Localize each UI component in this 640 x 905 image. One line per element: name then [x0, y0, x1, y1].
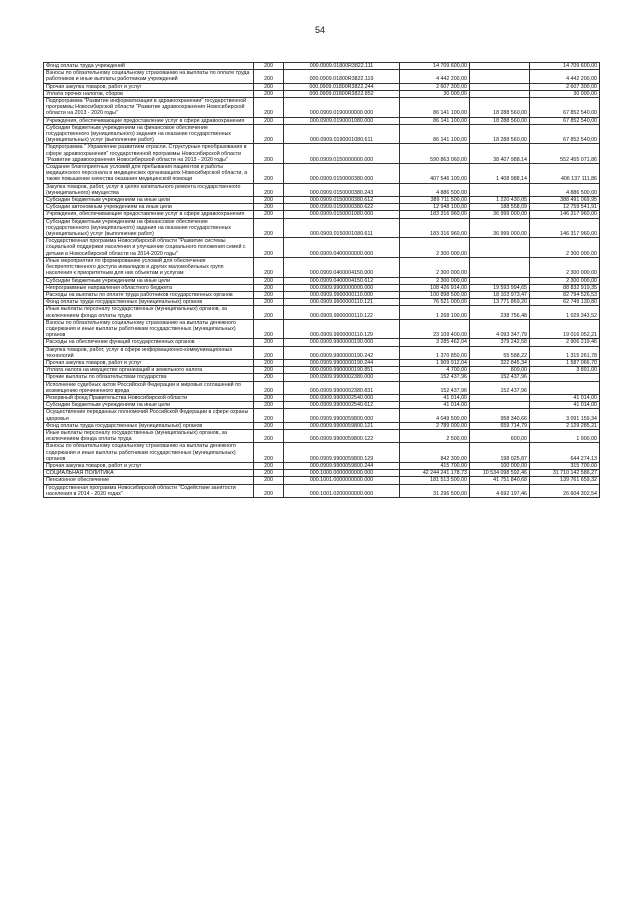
row-approved-amount: 389 711 500,00 — [400, 197, 470, 204]
table-row — [44, 183, 600, 196]
row-name: Расходы на обеспечение функций государственных органов — [44, 339, 254, 346]
row-name: Фонд оплаты труда учреждений — [44, 63, 254, 70]
row-line-code: 200 — [254, 381, 284, 394]
row-remaining-amount — [530, 381, 600, 394]
row-line-code: 200 — [254, 470, 284, 477]
row-executed-amount — [470, 402, 530, 409]
row-line-code: 200 — [254, 238, 284, 258]
row-executed-amount: 238 756,48 — [470, 306, 530, 319]
row-name: Пенсионное обеспечение — [44, 477, 254, 484]
row-remaining-amount: 2 129 285,21 — [530, 422, 600, 429]
row-approved-amount: 41 014,00 — [400, 402, 470, 409]
row-classification-code: 000.0909.9900000190.242 — [284, 346, 400, 359]
row-name: Осуществление переданных полномочий Российской Федерации в сфере охраны здоровья — [44, 409, 254, 422]
table-row — [44, 470, 600, 477]
row-classification-code: 000.0909.9900059800.244 — [284, 462, 400, 469]
row-remaining-amount: 4 442 200,00 — [530, 70, 600, 83]
table-row — [44, 374, 600, 381]
row-approved-amount: 1 370 850,00 — [400, 346, 470, 359]
row-remaining-amount: 67 852 540,00 — [530, 98, 600, 118]
table-row — [44, 422, 600, 429]
table-row — [44, 98, 600, 118]
row-remaining-amount: 2 300 000,00 — [530, 277, 600, 284]
row-approved-amount: 2 500,00 — [400, 429, 470, 442]
row-remaining-amount: 30 000,00 — [530, 90, 600, 97]
table-row — [44, 339, 600, 346]
row-name: Непрограммные направления областного бюджета — [44, 284, 254, 291]
row-classification-code: 000.0909.01800R3822.244 — [284, 83, 400, 90]
row-executed-amount: 379 242,58 — [470, 339, 530, 346]
row-name: Прочая закупка товаров, работ и услуг — [44, 83, 254, 90]
row-approved-amount: 42 244 241 178,73 — [400, 470, 470, 477]
row-executed-amount: 38 407 988,14 — [470, 144, 530, 164]
row-name: Прочие выплаты по обязательствам государства — [44, 374, 254, 381]
row-classification-code: 000.0909.9900002540.000 — [284, 394, 400, 401]
row-approved-amount: 152 437,96 — [400, 381, 470, 394]
row-approved-amount: 1 909 912,04 — [400, 359, 470, 366]
row-line-code: 200 — [254, 443, 284, 463]
row-approved-amount: 30 000,00 — [400, 90, 470, 97]
table-row — [44, 144, 600, 164]
row-remaining-amount: 2 300 000,00 — [530, 257, 600, 277]
table-row — [44, 443, 600, 463]
row-line-code: 200 — [254, 90, 284, 97]
row-line-code: 200 — [254, 339, 284, 346]
table-row — [44, 462, 600, 469]
row-line-code: 200 — [254, 197, 284, 204]
row-classification-code: 000.1001.0000000000.000 — [284, 477, 400, 484]
row-executed-amount: 4 093 347,79 — [470, 319, 530, 339]
row-executed-amount: 19 593 994,65 — [470, 284, 530, 291]
row-classification-code: 000.0909.9900059800.122 — [284, 429, 400, 442]
budget-table-body — [44, 63, 600, 498]
row-classification-code: 000.0909.01800R3822.852 — [284, 90, 400, 97]
row-remaining-amount: 26 604 302,54 — [530, 484, 600, 497]
row-executed-amount: 18 288 560,00 — [470, 124, 530, 144]
row-line-code: 200 — [254, 70, 284, 83]
row-line-code: 200 — [254, 83, 284, 90]
row-remaining-amount: 388 491 069,95 — [530, 197, 600, 204]
row-name: Закупка товаров, работ, услуг в целях капитального ремонта государственного (муниципального) имущества — [44, 183, 254, 196]
row-executed-amount: 41 751 840,68 — [470, 477, 530, 484]
row-approved-amount: 86 141 100,00 — [400, 98, 470, 118]
row-classification-code: 000.0909.9900000000.000 — [284, 284, 400, 291]
row-classification-code: 000.0909.0400004150.000 — [284, 257, 400, 277]
row-name: Уплата налога на имущество организаций и земельного налога — [44, 367, 254, 374]
table-row — [44, 477, 600, 484]
row-name: Иные выплаты персоналу государственных (муниципальных) органов, за исключением фонда оплаты труда — [44, 306, 254, 319]
row-line-code: 200 — [254, 484, 284, 497]
row-approved-amount: 108 426 914,00 — [400, 284, 470, 291]
row-classification-code: 000.0909.0150000380.243 — [284, 183, 400, 196]
row-classification-code: 000.0909.9900000110.129 — [284, 319, 400, 339]
row-classification-code: 000.0909.9900059800.121 — [284, 422, 400, 429]
row-remaining-amount — [530, 374, 600, 381]
row-line-code: 200 — [254, 394, 284, 401]
row-name: Иные мероприятия по формированию условий для обеспечения беспрепятственного доступа инвалидов и других маломобильных групп населения к приоритетным для них объектам и услугам — [44, 257, 254, 277]
row-executed-amount: 1 408 988,14 — [470, 164, 530, 184]
row-name: Исполнение судебных актов Российской Федерации и мировых соглашений по возмещению причиненного вреда — [44, 381, 254, 394]
table-row — [44, 367, 600, 374]
row-remaining-amount: 315 700,00 — [530, 462, 600, 469]
row-executed-amount: 36 999 000,00 — [470, 211, 530, 218]
row-name: Прочая закупка товаров, работ и услуг — [44, 462, 254, 469]
table-row — [44, 197, 600, 204]
row-classification-code: 000.1001.0200000000.000 — [284, 484, 400, 497]
row-classification-code: 000.0909.9900000190.244 — [284, 359, 400, 366]
row-remaining-amount: 67 852 540,00 — [530, 117, 600, 124]
row-name: Подпрограмма " Управление развитием отрасли. Структурные преобразования в сфере здравоохранения" государственной программы Новосибирской области "Развитие здравоохранения Новосибирской области на 2013 - 2020 годы" — [44, 144, 254, 164]
row-name: Закупка товаров, работ, услуг в сфере информационно-коммуникационных технологий — [44, 346, 254, 359]
table-row — [44, 211, 600, 218]
row-line-code: 200 — [254, 409, 284, 422]
table-row — [44, 63, 600, 70]
row-name: Резервный фонд Правительства Новосибирской области — [44, 394, 254, 401]
row-classification-code: 000.0909.0150001080.611 — [284, 218, 400, 238]
table-row — [44, 284, 600, 291]
row-approved-amount: 23 109 400,00 — [400, 319, 470, 339]
row-line-code: 200 — [254, 124, 284, 144]
table-row — [44, 83, 600, 90]
row-classification-code: 000.0909.9900000110.122 — [284, 306, 400, 319]
row-classification-code: 000.0909.01800R3822.111 — [284, 63, 400, 70]
row-name: Уплата прочих налогов, сборов — [44, 90, 254, 97]
table-row — [44, 70, 600, 83]
row-executed-amount — [470, 183, 530, 196]
row-executed-amount: 600,00 — [470, 429, 530, 442]
row-classification-code: 000.0909.0150000380.622 — [284, 204, 400, 211]
row-classification-code: 000.0909.9900000110.000 — [284, 291, 400, 298]
row-line-code: 200 — [254, 144, 284, 164]
row-remaining-amount: 644 274,13 — [530, 443, 600, 463]
row-approved-amount: 2 300 000,00 — [400, 257, 470, 277]
row-remaining-amount: 41 014,00 — [530, 402, 600, 409]
row-classification-code: 000.0909.01800R3822.119 — [284, 70, 400, 83]
row-classification-code: 000.0909.0400004150.612 — [284, 277, 400, 284]
row-line-code: 200 — [254, 257, 284, 277]
row-name: Учреждения, обеспечивающие предоставление услуг в сфере здравоохранения — [44, 117, 254, 124]
row-approved-amount: 4 700,00 — [400, 367, 470, 374]
row-executed-amount: 4 692 197,46 — [470, 484, 530, 497]
row-executed-amount — [470, 238, 530, 258]
row-classification-code: 000.0909.9900059800.129 — [284, 443, 400, 463]
row-executed-amount — [470, 63, 530, 70]
row-name: Фонд оплаты труда государственных (муниципальных) органов — [44, 299, 254, 306]
row-name: Взносы по обязательному социальному страхованию на выплаты денежного содержания и иные выплаты работникам государственных (муниципальных) органов — [44, 443, 254, 463]
row-executed-amount: 10 534 098 592,46 — [470, 470, 530, 477]
table-row — [44, 402, 600, 409]
row-line-code: 200 — [254, 367, 284, 374]
row-executed-amount: 13 771 869,20 — [470, 299, 530, 306]
row-executed-amount — [470, 90, 530, 97]
row-line-code: 200 — [254, 291, 284, 298]
row-executed-amount — [470, 257, 530, 277]
row-remaining-amount: 19 016 052,21 — [530, 319, 600, 339]
row-line-code: 200 — [254, 218, 284, 238]
row-approved-amount: 4 442 200,00 — [400, 70, 470, 83]
table-row — [44, 277, 600, 284]
table-row — [44, 291, 600, 298]
row-approved-amount: 2 607 300,00 — [400, 83, 470, 90]
page-number: 54 — [314, 25, 325, 35]
row-executed-amount: 55 588,22 — [470, 346, 530, 359]
row-approved-amount: 590 863 060,00 — [400, 144, 470, 164]
row-line-code: 200 — [254, 306, 284, 319]
row-line-code: 200 — [254, 422, 284, 429]
row-approved-amount: 415 700,00 — [400, 462, 470, 469]
row-line-code: 200 — [254, 98, 284, 118]
row-line-code: 200 — [254, 211, 284, 218]
row-approved-amount: 183 316 960,00 — [400, 218, 470, 238]
table-row — [44, 257, 600, 277]
row-executed-amount: 322 845,34 — [470, 359, 530, 366]
row-executed-amount: 152 437,96 — [470, 381, 530, 394]
row-line-code: 200 — [254, 477, 284, 484]
row-approved-amount: 183 316 960,00 — [400, 211, 470, 218]
row-name: Государственная программа Новосибирской области "Развитие системы социальной поддержки населения и улучшение социального положения семей с детьми в Новосибирской области на 2014-2020 годы" — [44, 238, 254, 258]
table-row — [44, 306, 600, 319]
row-line-code: 200 — [254, 164, 284, 184]
row-executed-amount: 36 999 000,00 — [470, 218, 530, 238]
row-approved-amount: 4 049 500,00 — [400, 409, 470, 422]
table-row — [44, 346, 600, 359]
row-name: Иные выплаты персоналу государственных (муниципальных) органов, за исключением фонда оплаты труда — [44, 429, 254, 442]
row-name: Расходы на выплаты по оплате труда работников государственных органов — [44, 291, 254, 298]
row-approved-amount: 1 268 100,00 — [400, 306, 470, 319]
row-approved-amount: 31 296 500,00 — [400, 484, 470, 497]
row-remaining-amount: 4 886 500,00 — [530, 183, 600, 196]
row-remaining-amount: 3 891,00 — [530, 367, 600, 374]
row-classification-code: 000.0909.9900000190.000 — [284, 339, 400, 346]
table-row — [44, 409, 600, 422]
row-classification-code: 000.0909.0400000000.000 — [284, 238, 400, 258]
row-name: Создание благоприятных условий для пребывания пациентов и работы медицинского персонала в медицинских организациях Новосибирской области, а также повышение качества оказания медицинской помощи — [44, 164, 254, 184]
row-remaining-amount: 14 709 600,00 — [530, 63, 600, 70]
table-row — [44, 238, 600, 258]
row-remaining-amount: 1 587 066,70 — [530, 359, 600, 366]
table-row — [44, 204, 600, 211]
row-approved-amount: 41 014,00 — [400, 394, 470, 401]
table-row — [44, 164, 600, 184]
row-executed-amount — [470, 83, 530, 90]
row-line-code: 200 — [254, 299, 284, 306]
row-classification-code: 000.0909.0190001080.000 — [284, 117, 400, 124]
row-line-code: 200 — [254, 204, 284, 211]
table-row — [44, 484, 600, 497]
row-approved-amount: 2 789 000,00 — [400, 422, 470, 429]
row-classification-code: 000.0909.0150001080.000 — [284, 211, 400, 218]
row-approved-amount: 152 437,96 — [400, 374, 470, 381]
row-executed-amount: 18 288 560,00 — [470, 98, 530, 118]
row-remaining-amount: 3 091 159,34 — [530, 409, 600, 422]
row-classification-code: 000.0909.0150000380.000 — [284, 164, 400, 184]
row-line-code: 200 — [254, 402, 284, 409]
row-remaining-amount: 41 014,00 — [530, 394, 600, 401]
row-executed-amount — [470, 70, 530, 83]
table-row — [44, 117, 600, 124]
row-approved-amount: 842 300,00 — [400, 443, 470, 463]
row-remaining-amount: 82 794 526,53 — [530, 291, 600, 298]
row-approved-amount: 407 546 100,00 — [400, 164, 470, 184]
row-classification-code: 000.0909.9900000110.121 — [284, 299, 400, 306]
row-name: Государственная программа Новосибирской области "Содействие занятости населения в 2014 - 2020 годах" — [44, 484, 254, 497]
row-executed-amount: 659 714,79 — [470, 422, 530, 429]
row-executed-amount: 809,00 — [470, 367, 530, 374]
row-remaining-amount: 2 607 300,00 — [530, 83, 600, 90]
row-name: Субсидии бюджетным учреждениям на иные цели — [44, 197, 254, 204]
row-executed-amount: 198 025,87 — [470, 443, 530, 463]
row-executed-amount: 152 437,96 — [470, 374, 530, 381]
row-classification-code: 000.0909.9900059800.000 — [284, 409, 400, 422]
row-executed-amount — [470, 394, 530, 401]
row-name: Подпрограмма "Развитие информатизации в здравоохранении" государственной программы Новосибирской области "Развитие здравоохранения Новосибирской области на 2013 - 2020 годы" — [44, 98, 254, 118]
row-line-code: 200 — [254, 374, 284, 381]
row-line-code: 200 — [254, 319, 284, 339]
row-classification-code: 000.0909.9900002380.831 — [284, 381, 400, 394]
row-approved-amount: 76 521 000,00 — [400, 299, 470, 306]
row-name: Взносы по обязательному социальному страхованию на выплаты по оплате труда работников и иные выплаты работникам учреждений — [44, 70, 254, 83]
row-approved-amount: 2 300 000,00 — [400, 277, 470, 284]
row-line-code: 200 — [254, 277, 284, 284]
row-remaining-amount: 1 029 343,52 — [530, 306, 600, 319]
row-classification-code: 000.0909.9900002540.612 — [284, 402, 400, 409]
row-classification-code: 000.0909.0150000380.612 — [284, 197, 400, 204]
row-executed-amount: 18 288 560,00 — [470, 117, 530, 124]
row-remaining-amount: 12 759 541,91 — [530, 204, 600, 211]
row-name: СОЦИАЛЬНАЯ ПОЛИТИКА — [44, 470, 254, 477]
row-name: Субсидии бюджетным учреждениям на иные цели — [44, 277, 254, 284]
row-executed-amount: 18 103 973,47 — [470, 291, 530, 298]
row-name: Фонд оплаты труда государственных (муниципальных) органов — [44, 422, 254, 429]
row-line-code: 200 — [254, 284, 284, 291]
row-remaining-amount: 31 710 142 586,27 — [530, 470, 600, 477]
row-name: Субсидии бюджетным учреждениям на иные цели — [44, 402, 254, 409]
row-remaining-amount: 1 900,00 — [530, 429, 600, 442]
row-executed-amount: 188 558,09 — [470, 204, 530, 211]
row-executed-amount: 958 340,66 — [470, 409, 530, 422]
row-remaining-amount: 146 317 960,00 — [530, 211, 600, 218]
row-remaining-amount: 2 906 219,46 — [530, 339, 600, 346]
row-line-code: 200 — [254, 117, 284, 124]
row-classification-code: 000.0909.0190000000.000 — [284, 98, 400, 118]
row-remaining-amount: 139 761 659,32 — [530, 477, 600, 484]
table-row — [44, 381, 600, 394]
row-approved-amount: 2 300 000,00 — [400, 238, 470, 258]
row-line-code: 200 — [254, 462, 284, 469]
table-row — [44, 394, 600, 401]
row-classification-code: 000.0909.0190001080.611 — [284, 124, 400, 144]
row-approved-amount: 4 886 500,00 — [400, 183, 470, 196]
row-remaining-amount: 67 852 540,00 — [530, 124, 600, 144]
table-row — [44, 90, 600, 97]
row-classification-code: 000.0909.0150000000.000 — [284, 144, 400, 164]
row-approved-amount: 86 141 100,00 — [400, 117, 470, 124]
row-remaining-amount: 406 137 111,86 — [530, 164, 600, 184]
table-row — [44, 429, 600, 442]
row-approved-amount: 100 898 500,00 — [400, 291, 470, 298]
row-approved-amount: 12 948 100,00 — [400, 204, 470, 211]
row-approved-amount: 3 285 462,04 — [400, 339, 470, 346]
table-row — [44, 299, 600, 306]
row-line-code: 200 — [254, 429, 284, 442]
row-remaining-amount: 1 315 261,78 — [530, 346, 600, 359]
row-approved-amount: 86 141 100,00 — [400, 124, 470, 144]
row-remaining-amount: 62 749 130,80 — [530, 299, 600, 306]
budget-table — [43, 62, 600, 498]
table-row — [44, 218, 600, 238]
row-line-code: 200 — [254, 183, 284, 196]
row-approved-amount: 14 709 600,00 — [400, 63, 470, 70]
row-classification-code: 000.0909.9900000190.851 — [284, 367, 400, 374]
row-name: Учреждения, обеспечивающие предоставление услуг в сфере здравоохранения — [44, 211, 254, 218]
row-executed-amount: 100 000,00 — [470, 462, 530, 469]
row-name: Взносы по обязательному социальному страхованию на выплаты денежного содержания и иные выплаты работникам государственных (муниципальных) органов — [44, 319, 254, 339]
row-remaining-amount: 88 832 919,35 — [530, 284, 600, 291]
row-name: Субсидии бюджетным учреждениям на финансовое обеспечение государственного (муниципального) задания на оказание государственных (муниципальных) услуг (выполнение работ) — [44, 218, 254, 238]
row-name: Субсидии автономным учреждениям на иные цели — [44, 204, 254, 211]
row-approved-amount: 181 513 500,00 — [400, 477, 470, 484]
row-executed-amount — [470, 277, 530, 284]
row-remaining-amount: 2 300 000,00 — [530, 238, 600, 258]
row-executed-amount: 1 220 430,05 — [470, 197, 530, 204]
row-classification-code: 000.1000.0000000000.000 — [284, 470, 400, 477]
row-line-code: 200 — [254, 63, 284, 70]
row-remaining-amount: 146 317 960,00 — [530, 218, 600, 238]
row-remaining-amount: 552 455 071,86 — [530, 144, 600, 164]
row-line-code: 200 — [254, 359, 284, 366]
row-name: Прочая закупка товаров, работ и услуг — [44, 359, 254, 366]
table-row — [44, 359, 600, 366]
row-name: Субсидии бюджетным учреждениям на финансовое обеспечение государственного (муниципального) задания на оказание государственных (муниципальных) услуг (выполнение работ) — [44, 124, 254, 144]
row-classification-code: 000.0909.9900002380.000 — [284, 374, 400, 381]
table-row — [44, 124, 600, 144]
row-line-code: 200 — [254, 346, 284, 359]
table-row — [44, 319, 600, 339]
